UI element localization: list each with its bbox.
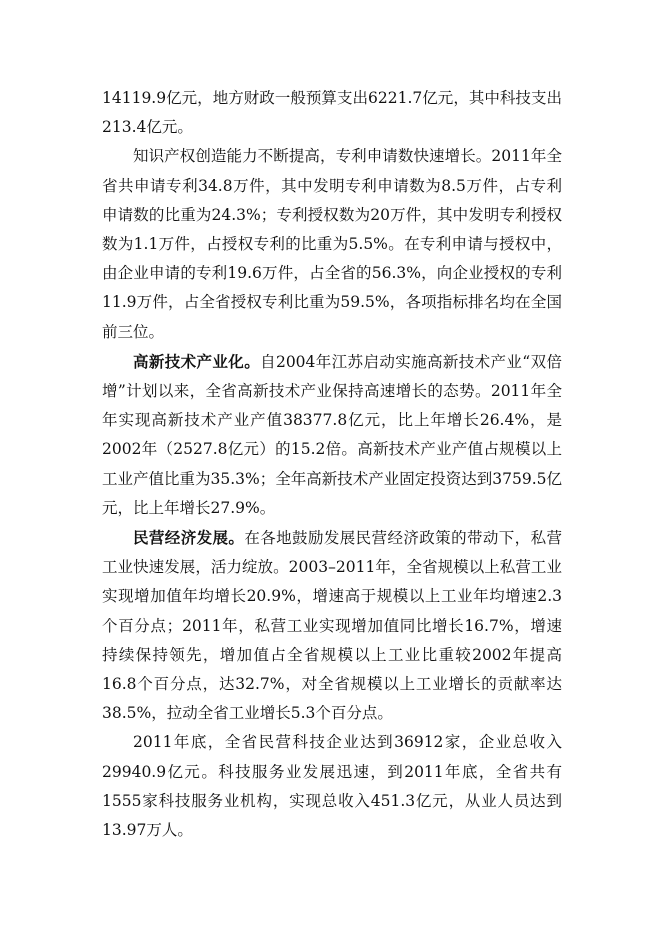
paragraph-patents	[102, 142, 562, 346]
paragraph-text: 14119.9亿元，地方财政一般预算支出6221.7亿元，其中科技支出213.4亿元。	[102, 89, 562, 137]
paragraph-heading: 高新技术产业化。	[133, 351, 261, 371]
body-text	[102, 84, 562, 845]
paragraph-text: 在各地鼓励发展民营经济政策的带动下，私营工业快速发展，活力绽放。2003–2011年，全省规模以上私营工业实现增加值年均增长20.9%，增速高于规模以上工业年均增速2.3个百分点；2011年，私营工业实现增加值同比增长16.7%，增速持续保持领先，增加值占全省规模以上工业比重较2002年提高16.8个百分点，达32.7%，对全省规模以上工业增长的贡献率达38.5%，拉动全省工业增长5.3个百分点。	[102, 529, 562, 723]
paragraph-private-economy	[102, 523, 562, 728]
paragraph-text: 自2004年江苏启动实施高新技术产业“双倍增”计划以来，全省高新技术产业保持高速增长的态势。2011年全年实现高新技术产业产值38377.8亿元，比上年增长26.4%，是2002年（2527.8亿元）的15.2倍。高新技术产业产值占规模以上工业产值比重为35.3%；全年高新技术产业固定投资达到3759.5亿元，比上年增长27.9%。	[102, 352, 562, 517]
paragraph-heading: 民营经济发展。	[133, 528, 245, 548]
paragraph-high-tech	[102, 347, 562, 523]
paragraph-text: 2011年底，全省民营科技企业达到36912家，企业总收入29940.9亿元。科技服务业发展迅速，到2011年底，全省共有1555家科技服务业机构，实现总收入451.3亿元，从业人员达到13.97万人。	[102, 733, 562, 840]
paragraph-fiscal	[102, 84, 562, 142]
paragraph-text: 知识产权创造能力不断提高，专利申请数快速增长。2011年全省共申请专利34.8万件，其中发明专利申请数为8.5万件，占专利申请数的比重为24.3%；专利授权数为20万件，其中发明专利授权数为1.1万件，占授权专利的比重为5.5%。在专利申请与授权中，由企业申请的专利19.6万件，占全省的56.3%，向企业授权的专利11.9万件，占全省授权专利比重为59.5%，各项指标排名均在全国前三位。	[102, 147, 562, 341]
paragraph-tech-enterprises	[102, 728, 562, 845]
